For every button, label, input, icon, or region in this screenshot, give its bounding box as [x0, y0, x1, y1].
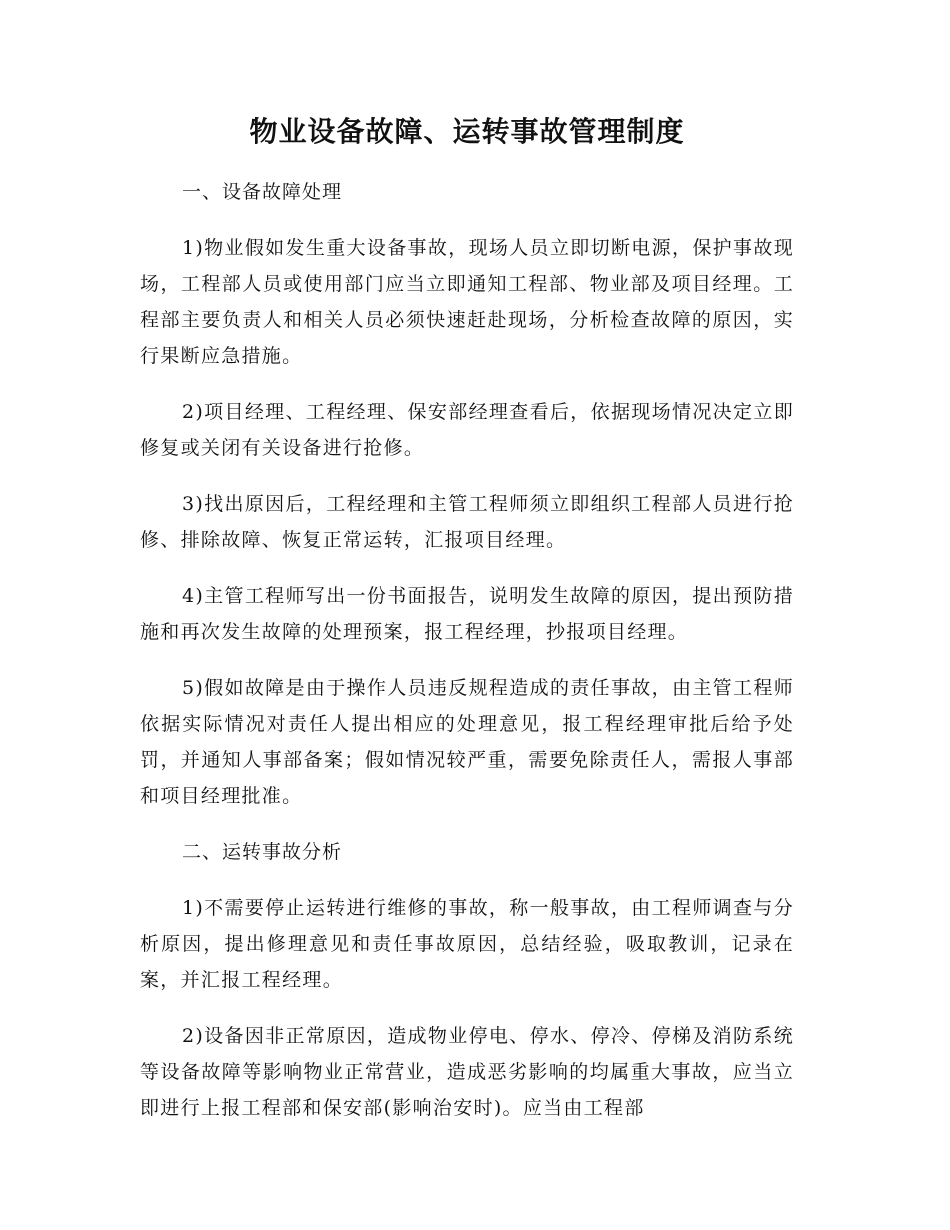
paragraph: 2)设备因非正常原因，造成物业停电、停水、停冷、停梯及消防系统等设备故障等影响物业正常营业，造成恶劣影响的均属重大事故，应当立即进行上报工程部和保安部(影响治安时)。应当由工程部 — [140, 1025, 794, 1119]
paragraph: 1)不需要停止运转进行维修的事故，称一般事故，由工程师调查与分析原因，提出修理意见和责任事故原因，总结经验，吸取教训，记录在案，并汇报工程经理。 — [140, 897, 794, 991]
section-operation-accident-analysis — [140, 834, 794, 1126]
document-page — [140, 110, 794, 1126]
paragraph: 3)找出原因后，工程经理和主管工程师须立即组织工程部人员进行抢修、排除故障、恢复正常运转，汇报项目经理。 — [140, 493, 794, 551]
paragraph: 1)物业假如发生重大设备事故，现场人员立即切断电源，保护事故现场，工程部人员或使用部门应当立即通知工程部、物业部及项目经理。工程部主要负责人和相关人员必须快速赶赴现场，分析检查故障的原因，实行果断应急措施。 — [140, 237, 794, 367]
section-heading: 一、设备故障处理 — [182, 181, 343, 203]
section-equipment-fault-handling — [140, 174, 794, 814]
paragraph: 4)主管工程师写出一份书面报告，说明发生故障的原因，提出预防措施和再次发生故障的处理预案，报工程经理，抄报项目经理。 — [140, 585, 794, 643]
paragraph: 5)假如故障是由于操作人员违反规程造成的责任事故，由主管工程师依据实际情况对责任人提出相应的处理意见，报工程经理审批后给予处罚，并通知人事部备案；假如情况较严重，需要免除责任人，需报人事部和项目经理批准。 — [140, 677, 794, 807]
paragraph: 2)项目经理、工程经理、保安部经理查看后，依据现场情况决定立即修复或关闭有关设备进行抢修。 — [140, 401, 794, 459]
section-heading: 二、运转事故分析 — [182, 841, 343, 863]
document-title: 物业设备故障、运转事故管理制度 — [249, 115, 685, 148]
